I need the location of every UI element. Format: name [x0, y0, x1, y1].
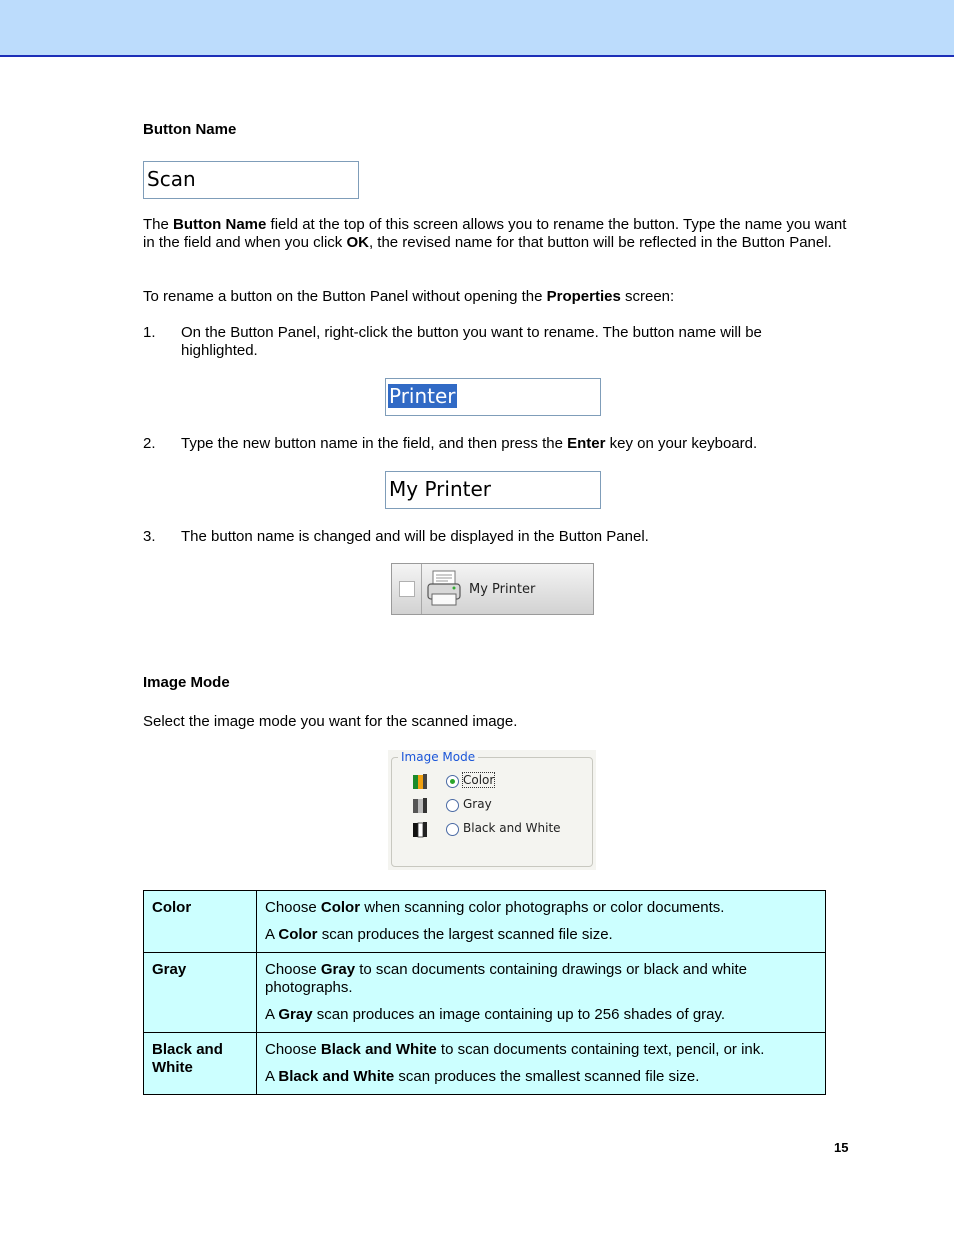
color-mode-icon [412, 773, 428, 790]
description-cell: Choose Gray to scan documents containing drawings or black and white photographs. A Gray scan produces an image containing up to 256 shades of gray. [257, 953, 826, 1033]
step-2-number: 2. [143, 435, 156, 452]
table-row [144, 891, 826, 953]
printer-field-value-highlighted: Printer [389, 384, 456, 408]
table-row [144, 953, 826, 1033]
printer-icon [425, 569, 465, 609]
header-band [0, 0, 954, 57]
color-radio[interactable] [446, 775, 459, 788]
gray-radio[interactable] [446, 799, 459, 812]
description-cell: Choose Black and White to scan documents containing text, pencil, or ink. A Black and White scan produces the smallest scanned file size. [257, 1033, 826, 1095]
gray-option-label: Gray [463, 797, 492, 811]
button-name-description: The Button Name field at the top of this screen allows you to rename the button. Type the name you want in the field and when you click OK, the revised name for that button will be reflected in the Button Panel. [143, 216, 847, 251]
image-mode-heading: Image Mode [143, 674, 230, 691]
table-row [144, 1033, 826, 1095]
scan-field-value: Scan [147, 167, 196, 191]
term-cell: Color [144, 891, 257, 953]
button-panel-separator [421, 564, 422, 614]
scan-name-field[interactable] [143, 161, 359, 199]
rename-instructions-intro: To rename a button on the Button Panel without opening the Properties screen: [143, 288, 675, 305]
my-printer-name-field[interactable] [385, 471, 601, 509]
black-and-white-mode-icon [412, 821, 428, 838]
term-cell: Black and White [144, 1033, 257, 1095]
image-mode-intro: Select the image mode you want for the scanned image. [143, 713, 518, 730]
color-option-label: Color [463, 773, 495, 787]
image-mode-groupbox [388, 750, 596, 870]
groupbox-title: Image Mode [398, 750, 478, 764]
button-panel-my-printer[interactable] [391, 563, 594, 615]
page-number: 15 [834, 1140, 849, 1155]
step-3-number: 3. [143, 528, 156, 545]
step-2-text: Type the new button name in the field, and then press the Enter key on your keyboard. [181, 435, 758, 452]
my-printer-field-value: My Printer [389, 477, 491, 501]
image-mode-table [143, 890, 826, 1095]
step-1-text: On the Button Panel, right-click the button you want to rename. The button name will be highlighted. [181, 324, 762, 359]
gray-mode-icon [412, 797, 428, 814]
button-name-heading: Button Name [143, 121, 237, 138]
step-1-number: 1. [143, 324, 156, 341]
printer-name-field[interactable] [385, 378, 601, 416]
description-cell: Choose Color when scanning color photographs or color documents. A Color scan produces the largest scanned file size. [257, 891, 826, 953]
black-and-white-option-label: Black and White [463, 821, 561, 835]
button-panel-label: My Printer [469, 582, 536, 597]
black-and-white-radio[interactable] [446, 823, 459, 836]
term-cell: Gray [144, 953, 257, 1033]
button-panel-checkbox[interactable] [399, 581, 415, 597]
step-3-text: The button name is changed and will be displayed in the Button Panel. [181, 528, 649, 545]
